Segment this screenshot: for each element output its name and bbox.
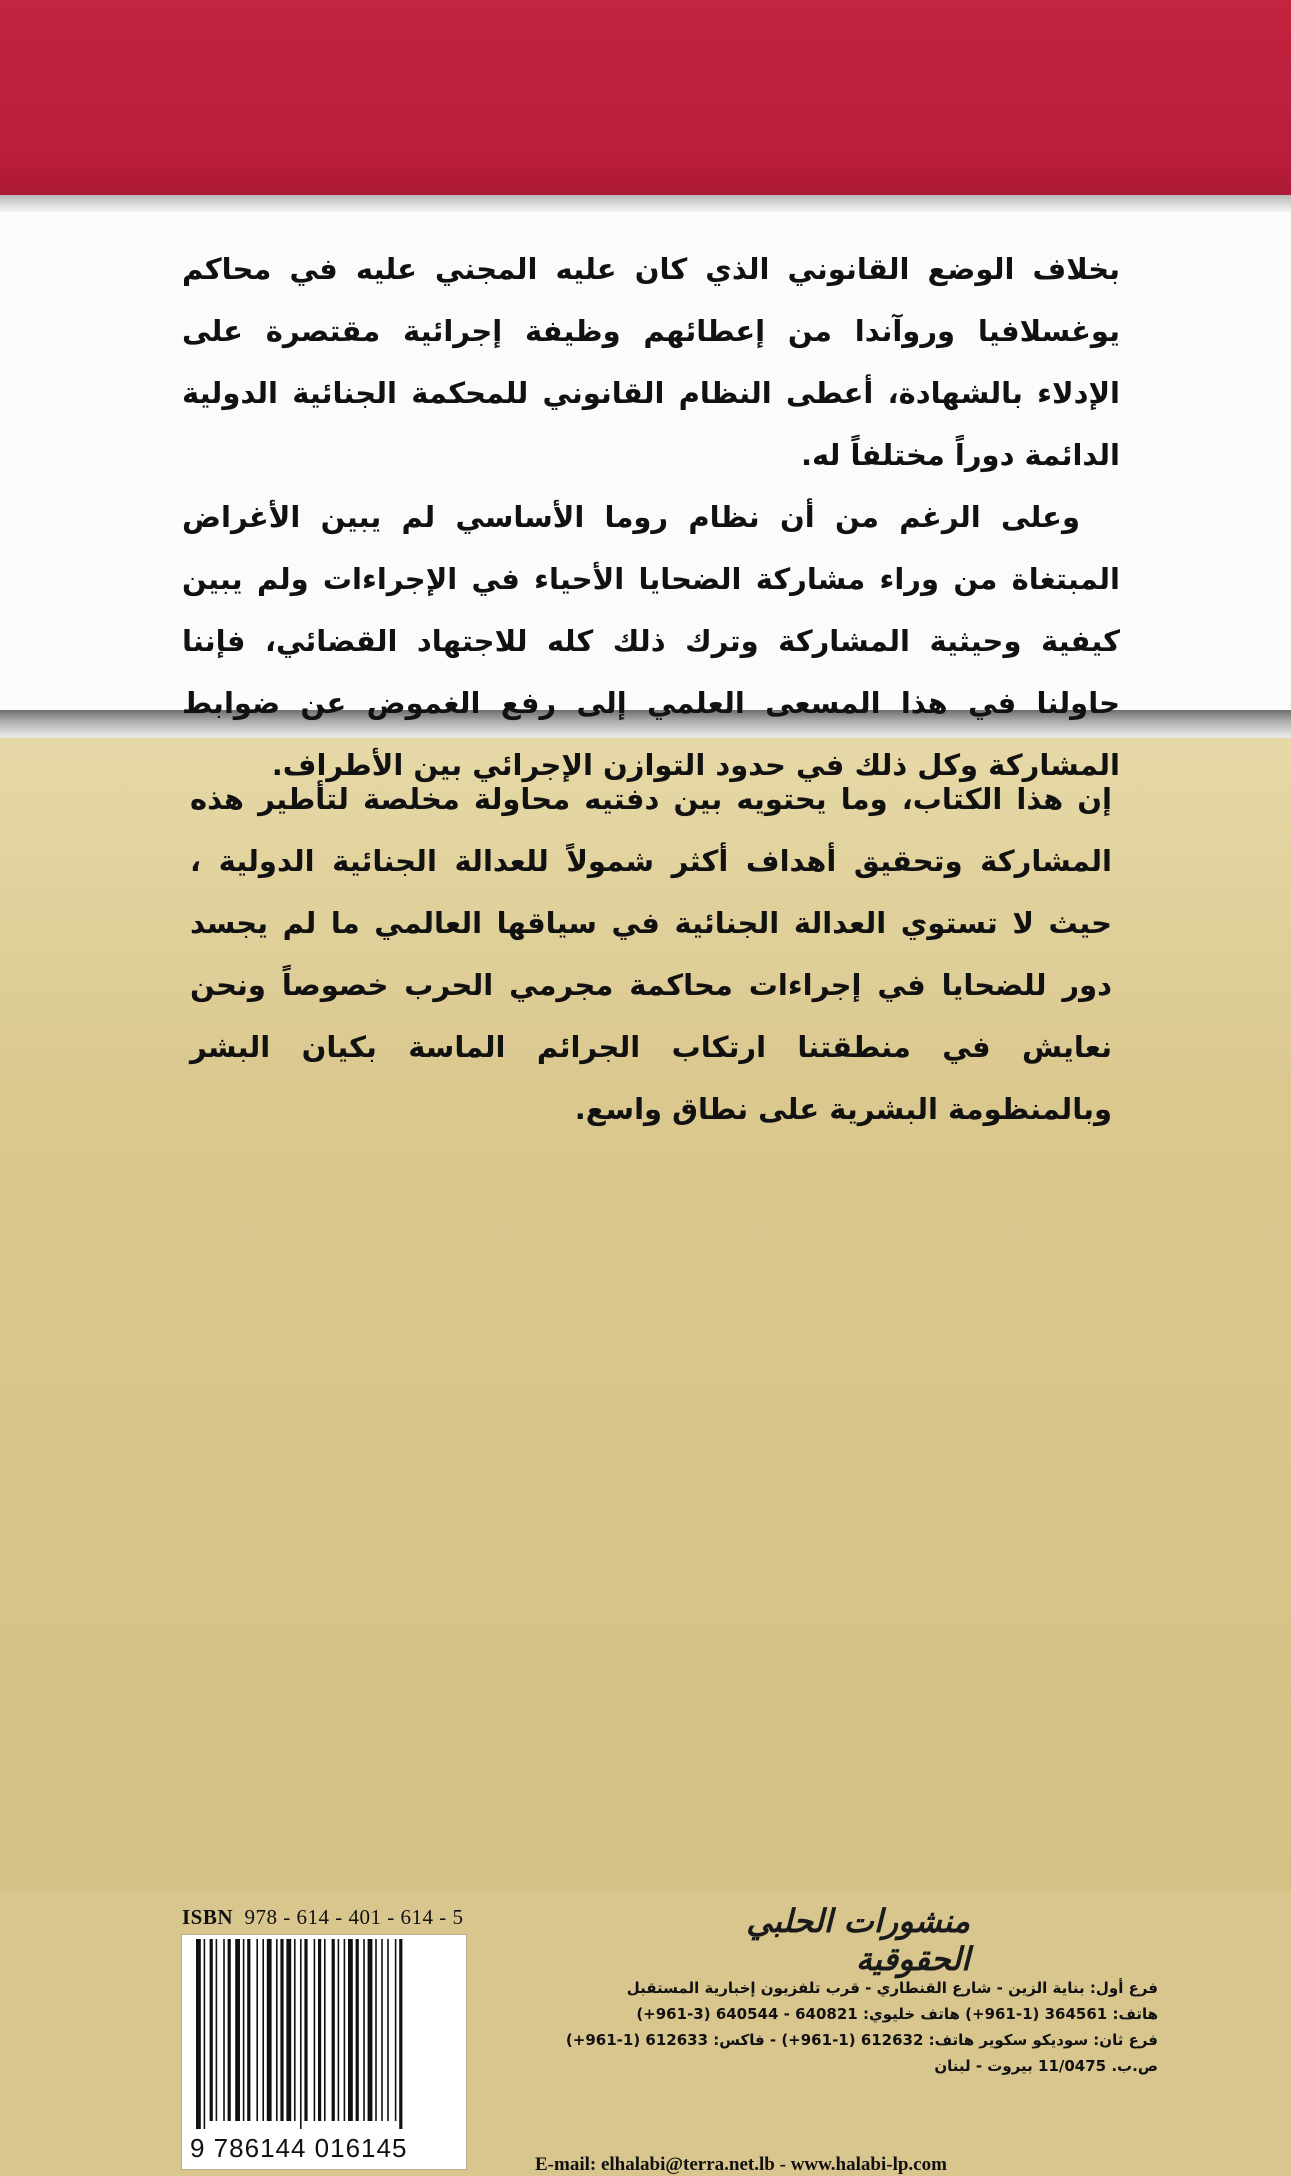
barcode-bar	[280, 1939, 283, 2121]
barcode-bar	[216, 1939, 218, 2121]
blurb-paragraph-2: وعلى الرغم من أن نظام روما الأساسي لم يبين الأغراض المبتغاة من وراء مشاركة الضحايا الأحياء في الإجراءات ولم يبين كيفية وحيثية المشاركة وترك ذلك كله للاجتهاد القضائي، فإننا حاولنا في هذا المسعى العلمي إلى رفع الغموض عن ضوابط المشاركة وكل ذلك في حدود التوازن الإجرائي بين الأطراف.	[182, 500, 1120, 782]
barcode-bar	[286, 1939, 291, 2121]
barcode-bar	[363, 1939, 365, 2121]
barcode-bar	[399, 1939, 402, 2129]
isbn-label: ISBN	[182, 1905, 234, 1929]
barcode-bar	[375, 1939, 377, 2121]
blurb-paragraph-3: إن هذا الكتاب، وما يحتويه بين دفتيه محاولة مخلصة لتأطير هذه المشاركة وتحقيق أهداف أكثر شمولاً للعدالة الجنائية الدولية ، حيث لا تستوي العدالة الجنائية في سياقها العالمي ما لم يجسد دور للضحايا في إجراءات محاكمة مجرمي الحرب خصوصاً ونحن نعايش في منطقتنا ارتكاب الجرائم الماسة بكيان البشر وبالمنظومة البشرية على نطاق واسع.	[190, 782, 1112, 1126]
address-line-1: فرع أول: بناية الزين - شارع القنطاري - قرب تلفزيون إخبارية المستقبل	[626, 1979, 1158, 1997]
barcode-bar	[196, 1939, 201, 2129]
barcode-bar	[332, 1939, 335, 2121]
barcode-bar	[204, 1939, 206, 2129]
barcode-bar	[324, 1939, 326, 2121]
contact-separator: -	[774, 2154, 791, 2175]
email-label: E-mail:	[535, 2154, 597, 2175]
barcode-bar	[223, 1939, 225, 2121]
blurb-bottom	[190, 768, 1112, 1140]
barcode-bar	[387, 1939, 389, 2121]
barcode-bar	[356, 1939, 359, 2121]
publisher-address	[508, 1975, 1158, 2079]
top-red-band	[0, 0, 1291, 205]
address-line-2: هاتف: 364561 (1-961+) هاتف خليوي: 640821 - 640544 (3-961+)	[636, 2005, 1158, 2023]
barcode-bar	[262, 1939, 264, 2121]
barcode-bar	[304, 1939, 307, 2121]
barcode	[181, 1934, 467, 2170]
barcode-bar	[395, 1939, 397, 2121]
email-link[interactable]: elhalabi@terra.net.lb	[600, 2154, 775, 2175]
barcode-bar	[210, 1939, 213, 2121]
barcode-bar	[256, 1939, 258, 2121]
barcode-bar	[294, 1939, 296, 2121]
barcode-bar	[348, 1939, 353, 2121]
barcode-bar	[267, 1939, 272, 2121]
barcode-bar	[300, 1939, 302, 2129]
barcode-bar	[276, 1939, 278, 2121]
blurb-paragraph-1: بخلاف الوضع القانوني الذي كان عليه المجني عليه في محاكم يوغسلافيا وروآندا من إعطائهم وظيفة إجرائية مقتصرة على الإدلاء بالشهادة، أعطى النظام القانوني للمحكمة الجنائية الدولية الدائمة دوراً مختلفاً له.	[182, 252, 1120, 472]
address-line-3: فرع ثان: سوديكو سكوير هاتف: 612632 (1-961+) - فاكس: 612633 (1-961+)	[565, 2031, 1158, 2049]
barcode-bar	[368, 1939, 373, 2121]
barcode-bars	[192, 1939, 456, 2129]
barcode-bar	[235, 1939, 240, 2121]
barcode-bar	[314, 1939, 316, 2121]
blurb-top	[182, 238, 1120, 796]
publisher-logo: منشورات الحلبي الحقوقية	[746, 1902, 970, 1978]
barcode-bar	[338, 1939, 340, 2121]
publisher-contact	[535, 2154, 1135, 2176]
website-link[interactable]: www.halabi-lp.com	[790, 2154, 947, 2175]
barcode-digits: 9 786144 016145	[190, 2133, 408, 2163]
isbn-line	[182, 1905, 464, 1930]
address-line-4: ص.ب. 11/0475 بيروت - لبنان	[934, 2057, 1158, 2075]
barcode-bar	[344, 1939, 346, 2121]
barcode-bar	[381, 1939, 383, 2121]
barcode-bar	[243, 1939, 245, 2121]
isbn-number: 978 - 614 - 401 - 614 - 5	[244, 1905, 464, 1929]
barcode-bar	[228, 1939, 231, 2121]
barcode-bar	[318, 1939, 321, 2121]
barcode-bar	[247, 1939, 250, 2121]
